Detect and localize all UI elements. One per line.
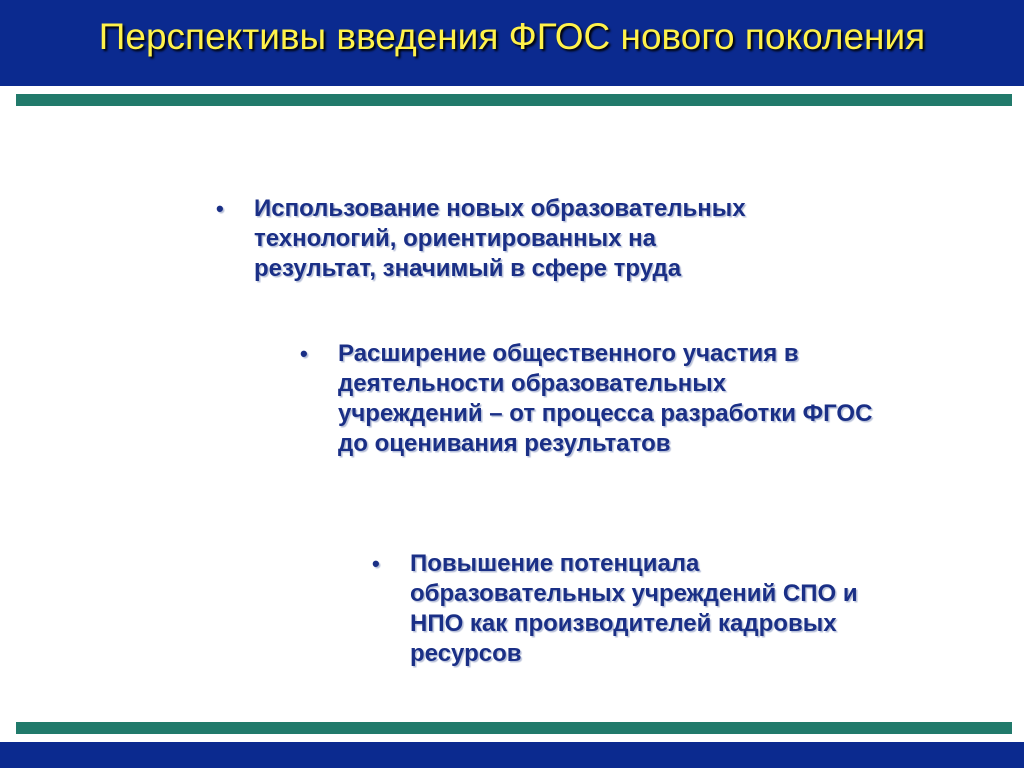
bullet-item-3 bbox=[372, 549, 972, 679]
bottom-divider-stripe bbox=[16, 722, 1012, 734]
bullet-text-2: Расширение общественного участия в деятельности образовательных учреждений – от процесса разработки ФГОС до оценивания результатов bbox=[338, 340, 873, 457]
bullet-dot: • bbox=[216, 196, 224, 221]
bullet-item-2 bbox=[300, 339, 990, 469]
bullet-text-3: Повышение потенциала образовательных учреждений СПО и НПО как производителей кадровых ресурсов bbox=[410, 550, 858, 667]
bullet-dot: • bbox=[372, 551, 380, 576]
footer-bar bbox=[0, 742, 1024, 768]
title-bar bbox=[0, 0, 1024, 86]
bullet-dot: • bbox=[300, 341, 308, 366]
top-divider-stripe bbox=[16, 94, 1012, 106]
slide-title: Перспективы введения ФГОС нового поколения bbox=[98, 16, 926, 57]
bullet-text-1: Использование новых образовательных технологий, ориентированных на результат, значимый в сфере труда bbox=[254, 195, 746, 282]
bullet-item-1 bbox=[216, 194, 856, 294]
